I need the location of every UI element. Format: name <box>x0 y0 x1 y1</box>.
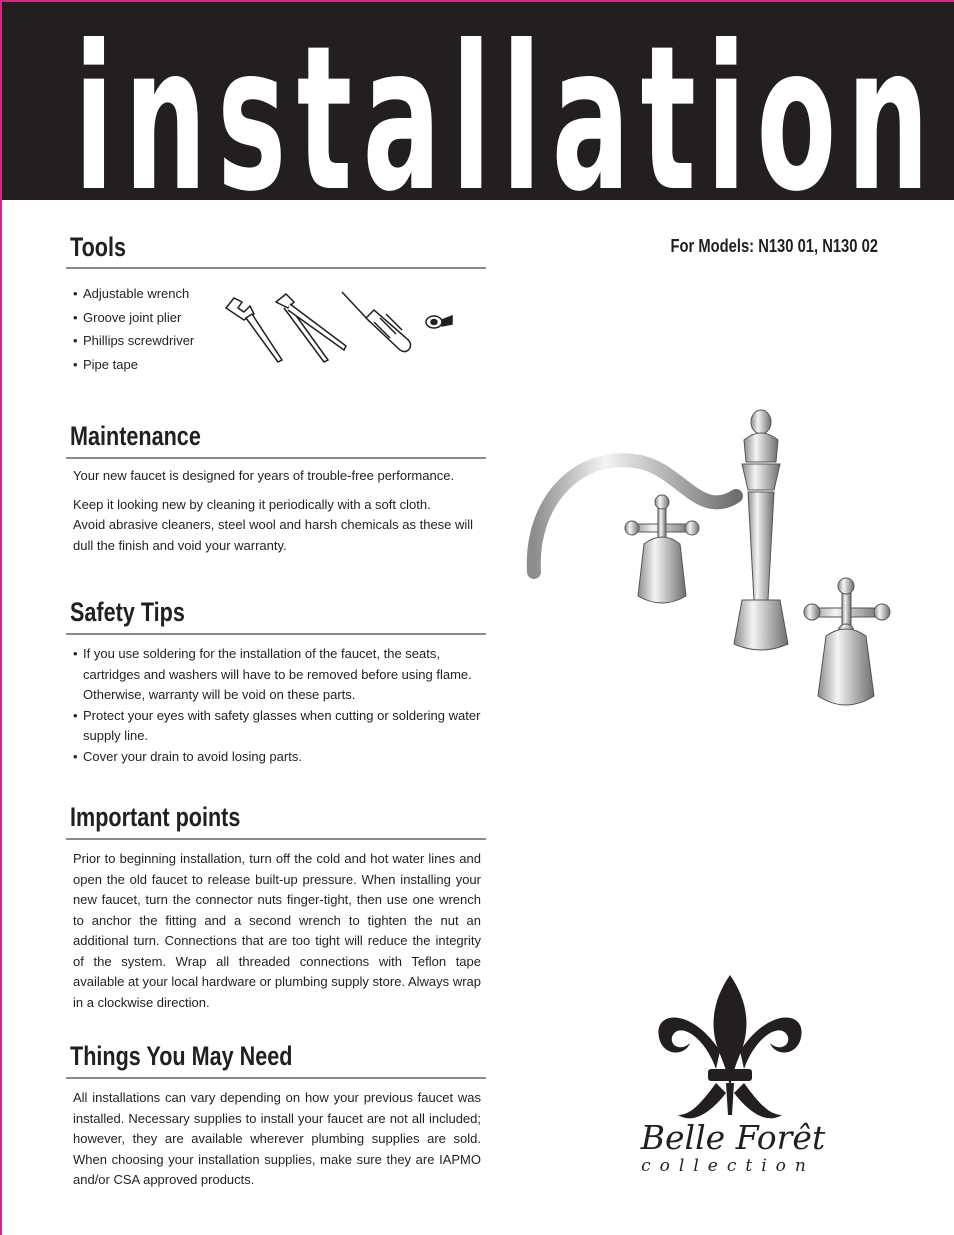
tools-list <box>73 282 213 376</box>
tools-heading: Tools <box>70 232 126 262</box>
maintenance-paragraph: Your new faucet is designed for years of trouble-free performance. <box>73 468 455 483</box>
phillips-screwdriver-icon <box>342 292 411 352</box>
pipe-tape-icon <box>426 316 452 328</box>
adjustable-wrench-icon <box>226 298 282 362</box>
fleur-de-lis-icon <box>658 975 801 1118</box>
tools-illustration <box>220 288 460 370</box>
maintenance-paragraph: Keep it looking new by cleaning it periodically with a soft cloth. <box>73 496 431 512</box>
title-banner <box>2 2 954 200</box>
important-rule <box>66 838 486 840</box>
faucet-spout <box>534 460 736 572</box>
list-item: • Pipe tape <box>73 353 213 377</box>
list-item: • Phillips screwdriver <box>73 329 213 353</box>
left-cross-handle-icon <box>625 495 699 603</box>
right-cross-handle-icon <box>804 578 890 705</box>
list-item: • Protect your eyes with safety glasses when cutting or soldering water supply line. <box>73 706 481 747</box>
groove-joint-plier-icon <box>276 294 346 362</box>
faucet-illustration <box>520 400 900 720</box>
page-title: installation <box>74 3 940 200</box>
needs-heading: Things You May Need <box>70 1041 293 1071</box>
list-item: • Cover your drain to avoid losing parts. <box>73 747 481 768</box>
safety-rule <box>66 633 486 635</box>
maintenance-heading: Maintenance <box>70 421 201 451</box>
faucet-body <box>734 410 788 650</box>
needs-rule <box>66 1077 486 1079</box>
maintenance-text <box>73 466 481 556</box>
important-text: Prior to beginning installation, turn off the cold and hot water lines and open the old faucet to release built-up pressure. When installing your new faucet, turn the connector nuts finger-tight, then use one wrench to anchor the fitting and a second wrench to tighten the nut an additional turn. Connections that are too tight will reduce the integrity of the system. Wrap all threaded connections with Teflon tape available at your local hardware or plumbing supply store. Always wrap in a clockwise direction. <box>73 851 481 1010</box>
logo-name: Belle Forêt <box>640 1118 826 1157</box>
list-item: • Adjustable wrench <box>73 282 213 306</box>
important-heading: Important points <box>70 802 241 832</box>
safety-list <box>73 644 481 767</box>
safety-heading: Safety Tips <box>70 597 185 627</box>
maintenance-rule <box>66 457 486 459</box>
models-label: For Models: N130 01, N130 02 <box>670 236 878 256</box>
tools-rule <box>66 267 486 269</box>
list-item: • Groove joint plier <box>73 306 213 330</box>
needs-text: All installations can vary depending on how your previous faucet was installed. Necessary supplies to install your faucet are not all included; however, they are available wherever plumbing supplies are sold. When choosing your installation supplies, make sure they are IAPMO and/or CSA approved products. <box>73 1090 481 1187</box>
logo-subtitle: collection <box>641 1156 815 1176</box>
list-item: • If you use soldering for the installation of the faucet, the seats, cartridges and washers will have to be removed before using flame. Otherwise, warranty will be void on these parts. <box>73 644 481 706</box>
maintenance-paragraph: Avoid abrasive cleaners, steel wool and harsh chemicals as these will dull the finish and void your warranty. <box>73 517 474 553</box>
